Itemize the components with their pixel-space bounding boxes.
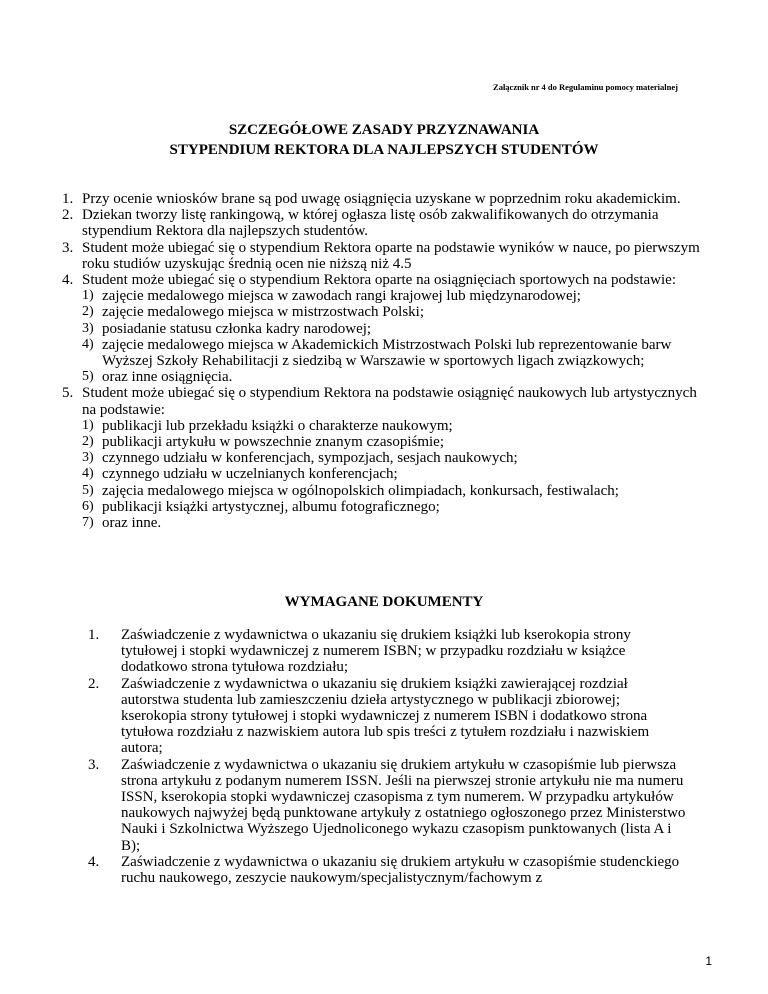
rules-list — [62, 191, 702, 531]
document-text: Zaświadczenie z wydawnictwa o ukazaniu się drukiem książki zawierającej rozdział autorstwa studenta lub zamieszczeniu dzieła artystycznego w publikacji zbiorowej; kserokopia strony tytułowej i stopki wydawniczej z numerem ISBN i dodatkowo strona tytułowa rozdziału z nazwiskiem autora lub spis treści z tytułem rozdziału i nazwiskiem autora; — [121, 675, 650, 757]
rule-text: Przy ocenie wniosków brane są pod uwagę osiągnięcia uzyskane w poprzednim roku akademickim. — [82, 191, 681, 207]
sub-item-text: czynnego udziału w uczelnianych konferencjach; — [102, 466, 398, 483]
sub-item-number: 4) — [82, 466, 94, 482]
document-item — [88, 854, 688, 886]
sub-item-number: 2) — [82, 304, 94, 320]
sub-item-text: publikacji książki artystycznej, albumu fotograficznego; — [102, 498, 440, 515]
document-text: Zaświadczenie z wydawnictwa o ukazaniu się drukiem artykułu w czasopiśmie studenckiego ruchu naukowego, zeszycie naukowym/specjalistycznym/fachowym z — [121, 853, 680, 887]
document-number: 1. — [88, 627, 100, 643]
sub-item-text: zajęcie medalowego miejsca w zawodach rangi krajowej lub międzynarodowej; — [102, 288, 581, 305]
sub-item-text: publikacji artykułu w powszechnie znanym czasopiśmie; — [102, 434, 444, 451]
rule-text: Student może ubiegać się o stypendium Rektora na podstawie osiągnięć naukowych lub artystycznych na podstawie: — [82, 385, 697, 418]
scientific-criteria-list — [82, 418, 702, 531]
sub-item-text: posiadanie statusu członka kadry narodowej; — [102, 320, 372, 337]
document-title — [0, 120, 768, 160]
page-number: 1 — [705, 954, 712, 968]
sub-item — [82, 418, 702, 434]
document-text: Zaświadczenie z wydawnictwa o ukazaniu się drukiem artykułu w czasopiśmie lub pierwsza strona artykułu z podanym numerem ISSN. Jeśli na pierwszej stronie artykułu nie ma numeru ISSN, kserokopia stopki wydawniczej czasopisma z tym numerem. W przypadku artykułów naukowych najwyżej będą punktowane artykuły z ostatniego ogłoszonego przez Ministerstwo Nauki i Szkolnictwa Wyższego Ujednoliconego wykazu czasopism punktowanych (lista A i B); — [121, 756, 686, 854]
sub-item — [82, 466, 702, 482]
title-line-2: STYPENDIUM REKTORA DLA NAJLEPSZYCH STUDENTÓW — [169, 142, 599, 158]
sub-item — [82, 304, 702, 320]
sub-item-number: 2) — [82, 434, 94, 450]
documents-heading: WYMAGANE DOKUMENTY — [284, 594, 484, 610]
sub-item-number: 5) — [82, 369, 94, 385]
sub-item-text: zajęcia medalowego miejsca w ogólnopolskich olimpiadach, konkursach, festiwalach; — [102, 482, 619, 499]
rule-item — [62, 385, 702, 531]
sub-item — [82, 515, 702, 531]
rule-number: 4. — [62, 272, 74, 289]
rule-text: Dziekan tworzy listę rankingową, w której ogłasza listę osób zakwalifikowanych do otrzymania stypendium Rektora dla najlepszych studentów. — [82, 207, 659, 240]
rule-text: Student może ubiegać się o stypendium Rektora oparte na podstawie wyników w nauce, po pierwszym roku studiów uzyskując średnią ocen nie niższą niż 4.5 — [82, 239, 700, 272]
sports-criteria-list — [82, 288, 702, 385]
sub-item-number: 5) — [82, 482, 94, 498]
sub-item-text: zajęcie medalowego miejsca w Akademickich Mistrzostwach Polski lub reprezentowanie barw Wyższej Szkoły Rehabilitacji z siedzibą w Warszawie w sportowych ligach związkowych; — [102, 336, 672, 370]
sub-item — [82, 499, 702, 515]
sub-item-text: oraz inne. — [102, 515, 162, 532]
sub-item-text: oraz inne osiągnięcia. — [102, 369, 233, 386]
document-item — [88, 757, 688, 854]
rule-number: 3. — [62, 239, 74, 256]
rule-item — [62, 191, 702, 207]
sub-item — [82, 288, 702, 304]
sub-item-number: 4) — [82, 336, 94, 352]
rule-number: 1. — [62, 191, 74, 207]
document-item — [88, 676, 688, 757]
rule-number: 2. — [62, 207, 74, 224]
sub-item-text: czynnego udziału w konferencjach, sympozjach, sesjach naukowych; — [102, 450, 518, 467]
sub-item — [82, 321, 702, 337]
rule-item — [62, 240, 702, 272]
rule-item — [62, 207, 702, 239]
sub-item — [82, 450, 702, 466]
annex-header: Załącznik nr 4 do Regulaminu pomocy materialnej — [493, 82, 678, 92]
title-line-1: SZCZEGÓŁOWE ZASADY PRZYZNAWANIA — [228, 122, 540, 138]
document-text: Zaświadczenie z wydawnictwa o ukazaniu się drukiem książki lub kserokopia strony tytułowej i stopki wydawniczej z numerem ISBN; w przypadku rozdziału w książce dodatkowo strona tytułowa rozdziału; — [121, 627, 631, 676]
document-number: 3. — [88, 756, 100, 773]
sub-item-number: 1) — [82, 417, 94, 433]
sub-item-number: 1) — [82, 288, 94, 304]
sub-item — [82, 337, 702, 369]
sub-item-text: zajęcie medalowego miejsca w mistrzostwach Polski; — [102, 304, 424, 321]
sub-item — [82, 369, 702, 385]
sub-item-number: 6) — [82, 498, 94, 514]
sub-item-number: 3) — [82, 450, 94, 466]
sub-item — [82, 434, 702, 450]
sub-item-number: 7) — [82, 515, 94, 531]
rule-text: Student może ubiegać się o stypendium Rektora oparte na osiągnięciach sportowych na podstawie: — [82, 272, 677, 289]
rule-number: 5. — [62, 385, 74, 402]
sub-item-text: publikacji lub przekładu książki o charakterze naukowym; — [102, 417, 453, 434]
document-number: 4. — [88, 853, 100, 870]
rule-item — [62, 272, 702, 385]
documents-list — [88, 627, 688, 886]
document-number: 2. — [88, 675, 100, 692]
sub-item — [82, 483, 702, 499]
document-item — [88, 627, 688, 676]
sub-item-number: 3) — [82, 320, 94, 336]
